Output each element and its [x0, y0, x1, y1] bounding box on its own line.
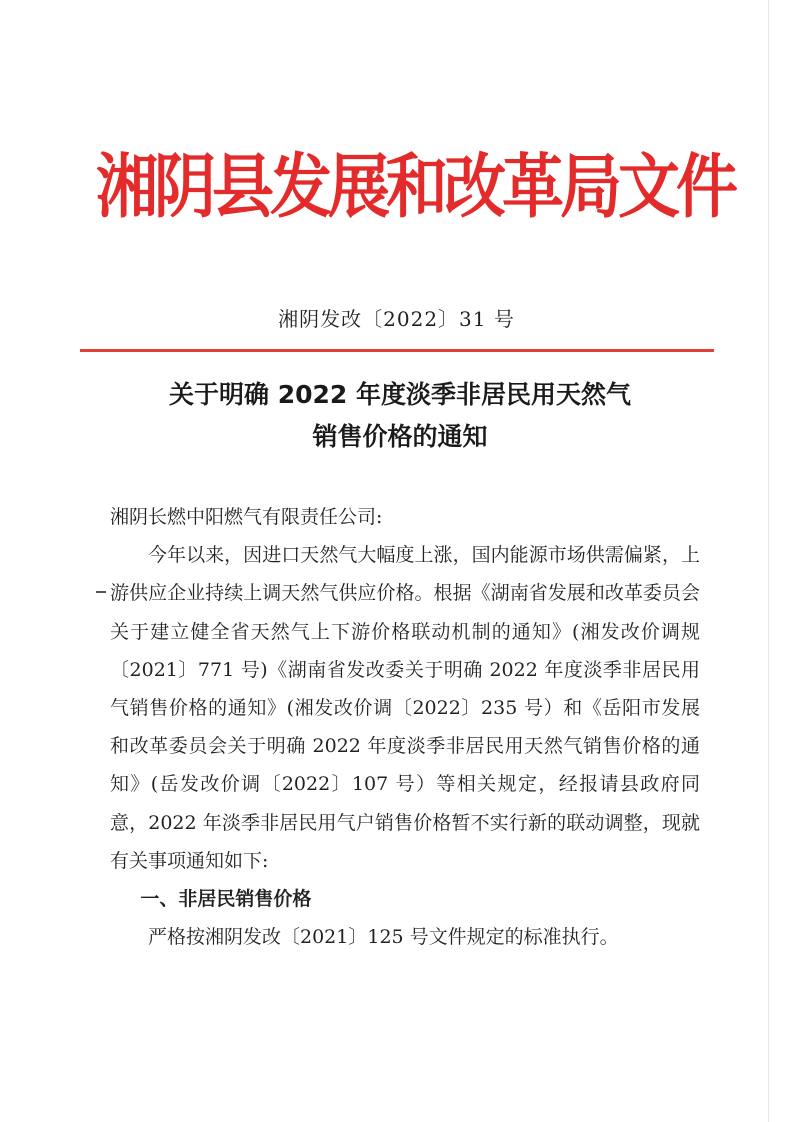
scan-edge-line — [768, 0, 769, 1122]
red-divider-rule — [80, 349, 714, 352]
document-body — [110, 498, 700, 956]
addressee: 湘阴长燃中阳燃气有限责任公司: — [110, 506, 383, 528]
document-number: 湘阴发改〔2022〕31 号 — [278, 307, 515, 331]
issuer-banner: 湘阴县发展和改革局文件 — [96, 145, 735, 228]
document-title-line-2: 销售价格的通知 — [312, 422, 488, 451]
scan-artifact-mark — [96, 591, 106, 593]
document-title-line-1: 关于明确 2022 年度淡季非居民用天然气 — [169, 380, 631, 409]
section-heading: 一、非居民销售价格 — [140, 888, 312, 911]
document-title — [60, 374, 740, 458]
body-paragraph: 今年以来，因进口天然气大幅度上涨，国内能源市场供需偏紧，上游供应企业持续上调天然气供应价格。根据《湖南省发展和改革委员会关于建立健全省天然气上下游价格联动机制的通知》(湘发改价调规〔2021〕771 号)《湖南省发改委关于明确 2022 年度淡季非居民用气销售价格的通知》(湘发改价调〔2022〕235 号）和《岳阳市发展和改革委员会关于明确 2022 年度淡季非居民用天然气销售价格的通知》(岳发改价调〔2022〕107 号）等相关规定，经报请县政府同意，2022 年淡季非居民用气户销售价格暂不实行新的联动调整，现就有关事项通知如下: — [110, 544, 700, 872]
section-paragraph: 严格按湘阴发改〔2021〕125 号文件规定的标准执行。 — [148, 926, 619, 949]
